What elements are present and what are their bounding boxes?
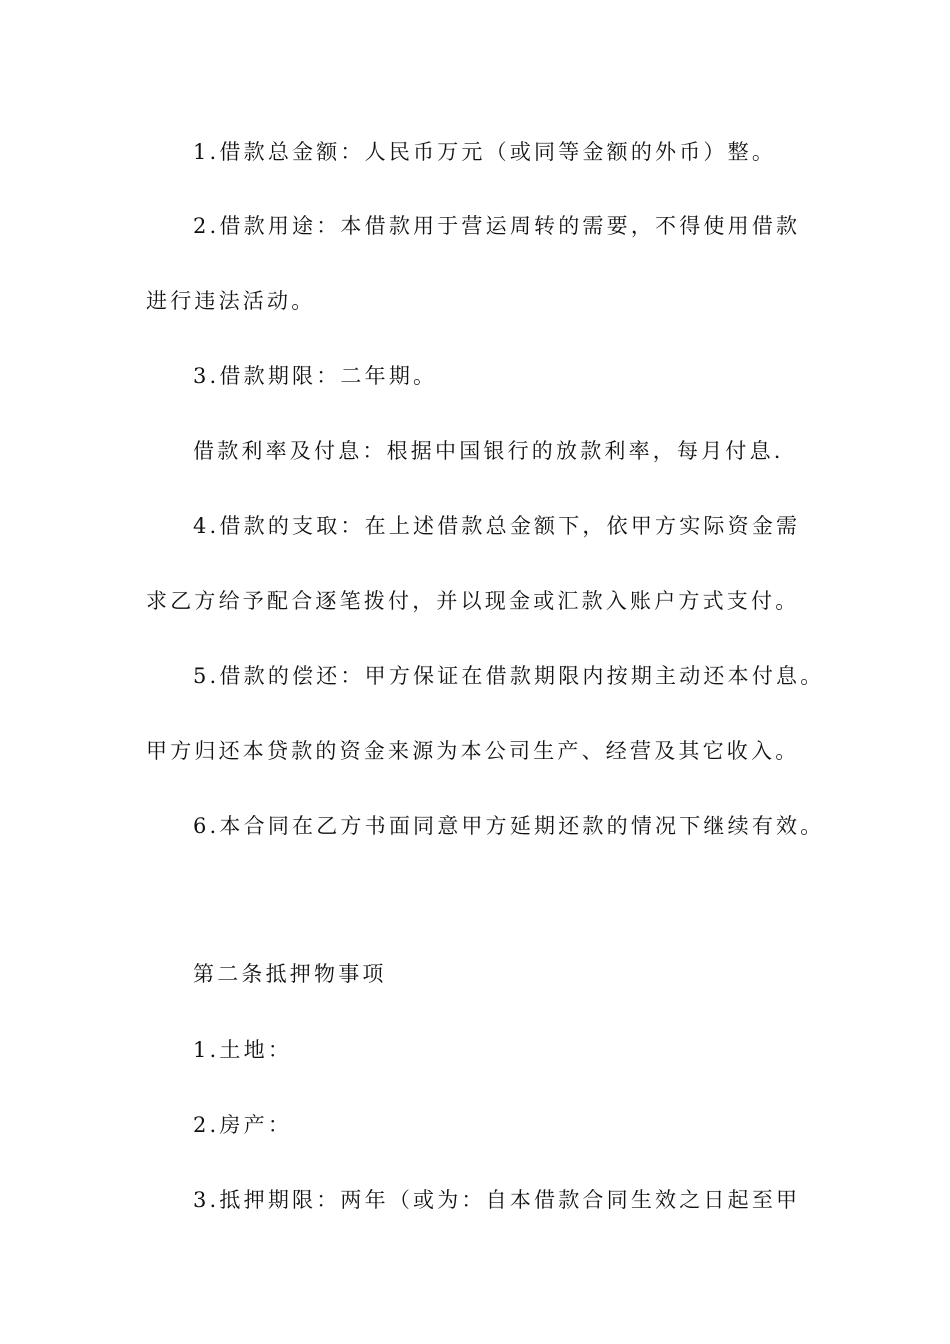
clause-4-withdrawal: 4.借款的支取：在上述借款总金额下，依甲方实际资金需 — [193, 514, 801, 538]
clause-1-total-amount: 1.借款总金额：人民币万元（或同等金额的外币）整。 — [193, 140, 777, 164]
clause-6-extension: 6.本合同在乙方书面同意甲方延期还款的情况下继续有效。 — [193, 814, 825, 838]
clause-4-withdrawal-continued: 求乙方给予配合逐笔拨付，并以现金或汇款入账户方式支付。 — [146, 589, 800, 613]
clause-5-repayment: 5.借款的偿还：甲方保证在借款期限内按期主动还本付息。 — [193, 664, 825, 688]
section-2-heading: 第二条抵押物事项 — [193, 962, 387, 986]
clause-2-purpose-continued: 进行违法活动。 — [146, 289, 316, 313]
clause-5-repayment-continued: 甲方归还本贷款的资金来源为本公司生产、经营及其它收入。 — [146, 739, 800, 763]
collateral-2-property: 2.房产： — [193, 1113, 293, 1137]
collateral-1-land: 1.土地： — [193, 1038, 293, 1062]
clause-interest: 借款利率及付息：根据中国银行的放款利率，每月付息. — [193, 439, 784, 463]
collateral-3-pledge-term: 3.抵押期限：两年（或为：自本借款合同生效之日起至甲 — [193, 1188, 801, 1212]
clause-3-term: 3.借款期限：二年期。 — [193, 364, 438, 388]
clause-2-purpose: 2.借款用途：本借款用于营运周转的需要，不得使用借款 — [193, 214, 801, 238]
